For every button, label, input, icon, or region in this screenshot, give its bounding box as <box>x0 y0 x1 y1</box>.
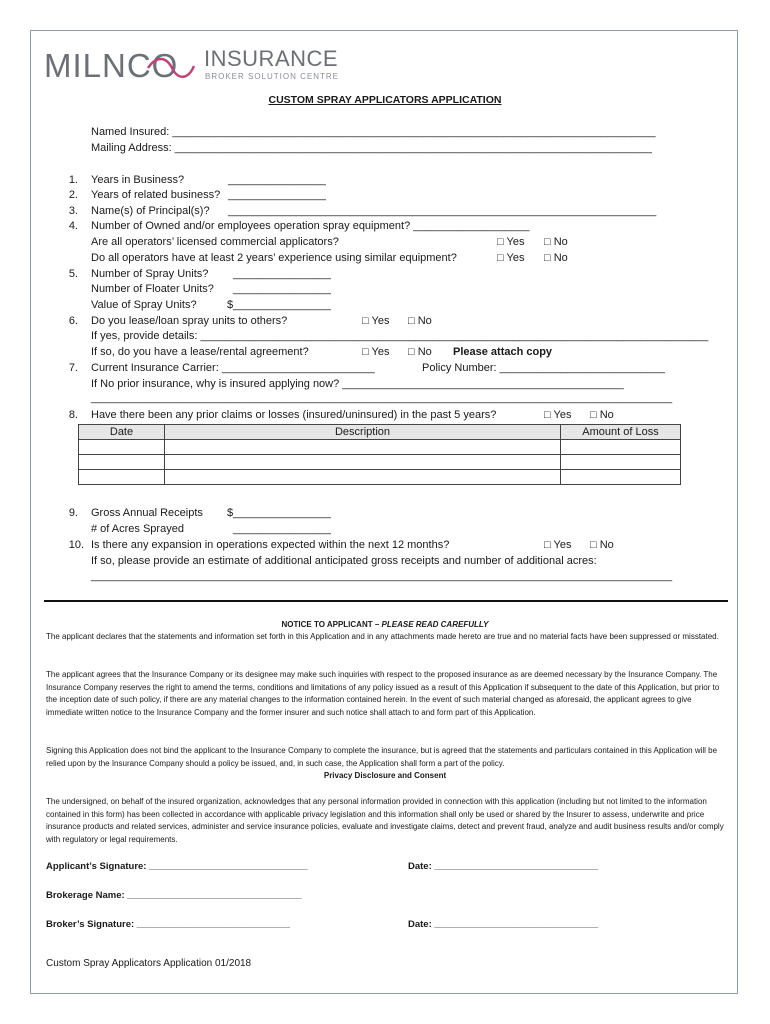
q6-details-field[interactable]: If yes, provide details: ___________________________________________________________________________________ <box>91 330 709 342</box>
q5-floater-units-input[interactable]: ________________ <box>233 283 331 295</box>
notice-heading-main: NOTICE TO APPLICANT – <box>281 620 380 629</box>
q4-sub1-yes-checkbox[interactable]: □ Yes <box>497 236 525 248</box>
q4-sub2-yes-checkbox[interactable]: □ Yes <box>497 252 525 264</box>
notice-heading-emphasis: PLEASE READ CAREFULLY <box>381 620 489 629</box>
q9-number: 9. <box>68 507 78 519</box>
q4-sub2-no-checkbox[interactable]: □ No <box>544 252 568 264</box>
q8-no-checkbox[interactable]: □ No <box>590 409 614 421</box>
q1-label: Years in Business? <box>91 174 185 186</box>
losses-cell-date[interactable] <box>79 440 165 455</box>
q9-acres-input[interactable]: ________________ <box>233 523 331 535</box>
table-row <box>79 440 681 455</box>
q3-input[interactable]: ______________________________________________________________________ <box>228 205 657 217</box>
q5-value-label: Value of Spray Units? <box>91 299 197 311</box>
brokerage-name-field[interactable]: Brokerage Name: _________________________________ <box>46 890 302 901</box>
q10-estimate-line[interactable]: _______________________________________________________________________________________________ <box>91 570 673 582</box>
losses-header-date: Date <box>79 425 165 440</box>
q7-no-prior-field[interactable]: If No prior insurance, why is insured applying now? ______________________________________________ <box>91 378 624 390</box>
losses-table <box>78 424 681 485</box>
losses-cell-date[interactable] <box>79 470 165 485</box>
q4-sub2-label: Do all operators have at least 2 years’ experience using similar equipment? <box>91 252 457 264</box>
q8-number: 8. <box>68 409 78 421</box>
losses-cell-date[interactable] <box>79 455 165 470</box>
q2-label: Years of related business? <box>91 189 221 201</box>
named-insured-field[interactable]: Named Insured: _______________________________________________________________________________ <box>91 126 656 138</box>
logo-insurance-text: INSURANCE <box>204 46 339 71</box>
q5-spray-units-label: Number of Spray Units? <box>91 268 209 280</box>
section-divider <box>44 600 728 602</box>
q8-label: Have there been any prior claims or losses (insured/uninsured) in the past 5 years? <box>91 409 497 421</box>
notice-paragraph-3: Signing this Application does not bind the applicant to the Insurance Company to complete the insurance, but is agreed that the statements and particulars contained in this Application will be relied upon by the Insurance Company should a policy be issued, and, in such case, the Application shall form a part of the policy. <box>46 746 718 768</box>
q7-number: 7. <box>68 362 78 374</box>
q6-label: Do you lease/loan spray units to others? <box>91 315 288 327</box>
q4-sub1-label: Are all operators’ licensed commercial applicators? <box>91 236 339 248</box>
q3-number: 3. <box>68 205 78 217</box>
q10-estimate-label: If so, please provide an estimate of additional anticipated gross receipts and number of additional acres: <box>91 555 597 567</box>
q6-no-checkbox[interactable]: □ No <box>408 315 432 327</box>
notice-paragraph-2: The applicant agrees that the Insurance Company or its designee may make such inquiries with respect to the proposed insurance as are deemed necessary by the Insurance Company. The Insurance Company reserves the right to amend the terms, conditions and limitations of any policy issued as a result of this Application if subsequent to the date of this Application, but prior to the inception date of such policy, if there are any material changes to the information contained herein. In the event of such material changed as aforesaid, the applicant agrees to give immediate written notice to the Insurance Company and the former insurer and such notice shall attach to and form part of this Application. <box>46 670 720 717</box>
q5-number: 5. <box>68 268 78 280</box>
broker-date-field[interactable]: Date: _______________________________ <box>408 919 599 930</box>
q9-receipts-label: Gross Annual Receipts <box>91 507 203 519</box>
losses-header-description: Description <box>165 425 561 440</box>
q4-sub1-no-checkbox[interactable]: □ No <box>544 236 568 248</box>
losses-cell-description[interactable] <box>165 455 561 470</box>
q6-agreement-label: If so, do you have a lease/rental agreement? <box>91 346 309 358</box>
q1-number: 1. <box>68 174 78 186</box>
q5-floater-units-label: Number of Floater Units? <box>91 283 214 295</box>
q10-label: Is there any expansion in operations expected within the next 12 months? <box>91 539 450 551</box>
losses-cell-description[interactable] <box>165 440 561 455</box>
q5-value-input[interactable]: $________________ <box>227 299 332 311</box>
q6-yes-checkbox[interactable]: □ Yes <box>362 315 390 327</box>
applicant-date-field[interactable]: Date: _______________________________ <box>408 861 599 872</box>
mailing-address-field[interactable]: Mailing Address: ______________________________________________________________________________ <box>91 142 652 154</box>
q10-no-checkbox[interactable]: □ No <box>590 539 614 551</box>
q1-input[interactable]: ________________ <box>228 174 326 186</box>
q3-label: Name(s) of Principal(s)? <box>91 205 210 217</box>
q6-number: 6. <box>68 315 78 327</box>
losses-table-header <box>79 425 681 440</box>
q2-number: 2. <box>68 189 78 201</box>
privacy-paragraph: The undersigned, on behalf of the insured organization, acknowledges that any personal information provided in connection with this application (including but not limited to the information contained in this form) has been collected in accordance with applicable privacy legislation and this information shall only be used or shared by the Insurer to assess, underwrite and price insurance products and related services, administer and service insurance policies, evaluate and investigate claims, detect and prevent fraud, analyze and audit business results and/or comply with regulatory or legal requirements. <box>46 797 724 844</box>
losses-header-amount: Amount of Loss <box>561 425 681 440</box>
q9-receipts-input[interactable]: $________________ <box>227 507 332 519</box>
q10-number: 10. <box>68 539 84 551</box>
q2-input[interactable]: ________________ <box>228 189 326 201</box>
privacy-heading: Privacy Disclosure and Consent <box>323 771 447 780</box>
q9-acres-label: # of Acres Sprayed <box>91 523 184 535</box>
losses-cell-description[interactable] <box>165 470 561 485</box>
q4-number: 4. <box>68 220 78 232</box>
q6-agreement-no-checkbox[interactable]: □ No <box>408 346 432 358</box>
table-row <box>79 470 681 485</box>
q7-carrier-field[interactable]: Current Insurance Carrier: _________________________ <box>91 362 375 374</box>
notice-heading <box>0 619 770 632</box>
q6-attach-note: Please attach copy <box>453 346 553 358</box>
q4-label[interactable]: Number of Owned and/or employees operation spray equipment? ___________________ <box>91 220 530 232</box>
broker-signature-field[interactable]: Broker’s Signature: _____________________________ <box>46 919 291 930</box>
q8-yes-checkbox[interactable]: □ Yes <box>544 409 572 421</box>
q6-agreement-yes-checkbox[interactable]: □ Yes <box>362 346 390 358</box>
table-row <box>79 455 681 470</box>
form-title: CUSTOM SPRAY APPLICATORS APPLICATION <box>268 94 502 106</box>
logo-subtitle: BROKER SOLUTION CENTRE <box>205 72 340 81</box>
notice-paragraph-1: The applicant declares that the statements and information set forth in this Application and in any attachments made hereto are true and no material facts have been suppressed or misstated. <box>46 632 719 641</box>
q5-spray-units-input[interactable]: ________________ <box>233 268 331 280</box>
losses-cell-amount[interactable] <box>561 455 681 470</box>
applicant-signature-field[interactable]: Applicant’s Signature: ______________________________ <box>46 861 308 872</box>
losses-cell-amount[interactable] <box>561 440 681 455</box>
q7-policy-field[interactable]: Policy Number: ___________________________ <box>422 362 665 374</box>
q7-extra-line[interactable]: _______________________________________________________________________________________________ <box>91 392 673 404</box>
logo-brand-text: MILNCO <box>44 47 179 84</box>
form-footer: Custom Spray Applicators Application 01/2018 <box>46 958 252 969</box>
losses-cell-amount[interactable] <box>561 470 681 485</box>
q10-yes-checkbox[interactable]: □ Yes <box>544 539 572 551</box>
